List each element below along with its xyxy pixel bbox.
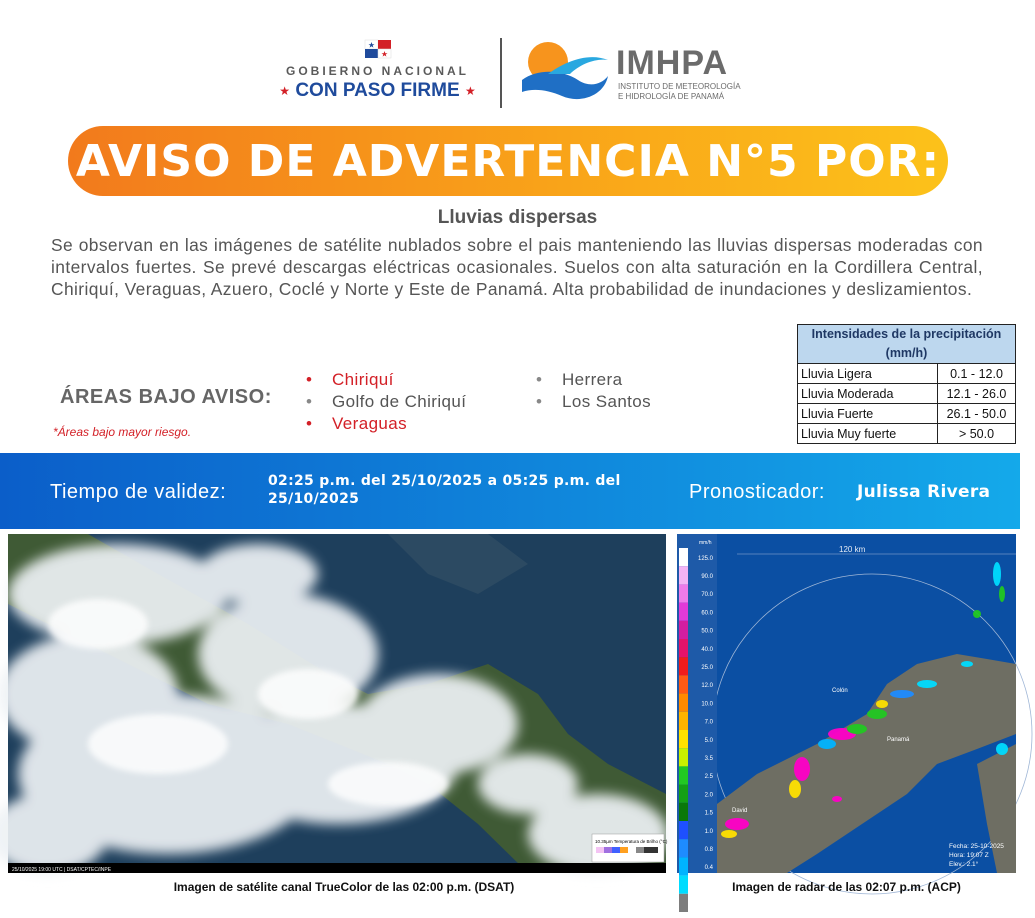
radar-info-elev: Elev.: 2.1°: [949, 861, 979, 868]
table-row: [798, 404, 1016, 424]
intensity-label: Lluvia Fuerte: [798, 404, 938, 424]
agency-subtitle: [618, 82, 768, 102]
radar-scale-swatch: [679, 712, 688, 730]
radar-city-colon: Colón: [832, 688, 848, 694]
radar-scale-label: 50.0: [701, 628, 713, 635]
intensity-range: 12.1 - 26.0: [938, 384, 1016, 404]
radar-scale-swatch: [679, 766, 688, 784]
radar-scale-label: 7.0: [704, 719, 713, 726]
forecaster-label: Pronosticador:: [689, 481, 825, 503]
agency-subtitle-line1: INSTITUTO DE METEOROLOGÍA: [618, 82, 741, 91]
satellite-image: [8, 534, 666, 873]
radar-range-label: 120 km: [839, 545, 866, 554]
areas-label: ÁREAS BAJO AVISO:: [60, 386, 272, 408]
gobierno-logo: [270, 40, 485, 102]
radar-scale-label: 0.0: [704, 901, 713, 908]
intensity-range: 26.1 - 50.0: [938, 404, 1016, 424]
radar-scale-label: 2.0: [704, 792, 713, 799]
area-item: • Veraguas: [304, 413, 466, 435]
table-row: [798, 424, 1016, 444]
star-icon: ★: [279, 83, 291, 98]
area-item: • Golfo de Chiriquí: [304, 391, 466, 413]
radar-scale-label: 1.5: [704, 810, 713, 817]
validity-label: Tiempo de validez:: [50, 481, 227, 503]
radar-scale-swatch: [679, 694, 688, 712]
radar-scale-swatch: [679, 821, 688, 839]
radar-scale-swatch: [679, 894, 688, 912]
satellite-legend-title: 10.35µm Temperatura de Brilho (°C): [595, 839, 668, 844]
forecaster-name: Julissa Rivera: [857, 482, 991, 502]
radar-scale-swatch: [679, 548, 688, 566]
radar-scale-label: 0.8: [704, 847, 713, 854]
radar-scale-swatch: [679, 566, 688, 584]
radar-scale-label: 25.0: [701, 665, 713, 672]
area-item: • Herrera: [534, 369, 651, 391]
banner-title: AVISO DE ADVERTENCIA N°5 POR:: [75, 135, 941, 187]
radar-info-time: Hora: 19:07 Z: [949, 852, 989, 859]
radar-scale-label: 60.0: [701, 610, 713, 617]
areas-list-col2: [534, 369, 651, 413]
intensity-table-header: Intensidades de la precipitación (mm/h): [798, 325, 1016, 364]
radar-scale-label: 12.0: [701, 683, 713, 690]
table-row: [798, 384, 1016, 404]
radar-city-panama: Panamá: [887, 737, 910, 743]
radar-caption: Imagen de radar de las 02:07 p.m. (ACP): [732, 880, 961, 894]
radar-unit: mm/h: [699, 540, 712, 546]
agency-subtitle-line2: E HIDROLOGÍA DE PANAMÁ: [618, 92, 725, 101]
area-item: • Los Santos: [534, 391, 651, 413]
radar-scale-swatch: [679, 803, 688, 821]
radar-scale-label: 90.0: [701, 574, 713, 581]
logo-divider: [500, 38, 502, 108]
radar-scale-label: 1.0: [704, 828, 713, 835]
radar-scale-label: 2.5: [704, 774, 713, 781]
radar-scale-swatch: [679, 730, 688, 748]
intensity-label: Lluvia Moderada: [798, 384, 938, 404]
panama-flag-icon: [365, 40, 391, 58]
radar-scale-swatch: [679, 603, 688, 621]
intensity-range: 0.1 - 12.0: [938, 364, 1016, 384]
radar-scale-swatch: [679, 839, 688, 857]
agency-name: IMHPA: [616, 44, 729, 82]
intensity-range: > 50.0: [938, 424, 1016, 444]
gov-slogan: CON PASO FIRME: [295, 80, 460, 101]
validity-value: 02:25 p.m. del 25/10/2025 a 05:25 p.m. del 25/10/2025: [268, 473, 621, 507]
radar-scale-swatch: [679, 675, 688, 693]
intensity-label: Lluvia Muy fuerte: [798, 424, 938, 444]
table-row: [798, 364, 1016, 384]
intensity-label: Lluvia Ligera: [798, 364, 938, 384]
radar-scale-swatch: [679, 621, 688, 639]
radar-scale-swatch: [679, 584, 688, 602]
areas-note: *Áreas bajo mayor riesgo.: [53, 425, 192, 439]
description-body: Se observan en las imágenes de satélite nublados sobre el pais manteniendo las lluvias dispersas moderadas con intervalos fuertes. Se prevé descargas eléctricas ocasionales. Suelos con alta saturación en la Cordillera Central, Chiriquí, Veraguas, Azuero, Coclé y Norte y Este de Panamá. Alta probabilidad de inundaciones y deslizamientos.: [51, 235, 983, 299]
radar-scale-label: 40.0: [701, 646, 713, 653]
radar-scale-swatch: [679, 857, 688, 875]
intensity-table: [797, 324, 1016, 444]
warning-banner: [68, 126, 948, 196]
radar-scale-label: 5.0: [704, 737, 713, 744]
satellite-stamp: 25/10/2025 19:00 UTC | DSAT/CPTEC/INPE: [12, 867, 112, 873]
imhpa-logo-icon: [518, 40, 610, 106]
area-item: • Chiriquí: [304, 369, 466, 391]
description-title: Lluvias dispersas: [437, 207, 598, 228]
validity-bar: [0, 453, 1020, 529]
radar-scale-label: 70.0: [701, 592, 713, 599]
radar-scale-label: 3.5: [704, 756, 713, 763]
radar-scale-label: 125.0: [697, 555, 713, 562]
gov-line2: [270, 80, 485, 102]
radar-city-david: David: [732, 808, 748, 814]
areas-list-col1: [304, 369, 466, 435]
radar-scale-label: 0.4: [704, 865, 713, 872]
radar-scale-swatch: [679, 657, 688, 675]
satellite-caption: Imagen de satélite canal TrueColor de las 02:00 p.m. (DSAT): [173, 880, 515, 894]
radar-scale-swatch: [679, 785, 688, 803]
radar-info-date: Fecha: 25-10-2025: [949, 843, 1004, 850]
radar-scale-swatch: [679, 748, 688, 766]
star-icon: ★: [464, 83, 476, 98]
gov-line1: GOBIERNO NACIONAL: [286, 64, 469, 78]
radar-scale-label: 10.0: [701, 701, 713, 708]
radar-scale-swatch: [679, 639, 688, 657]
radar-scale-label: 0.1: [704, 883, 713, 890]
